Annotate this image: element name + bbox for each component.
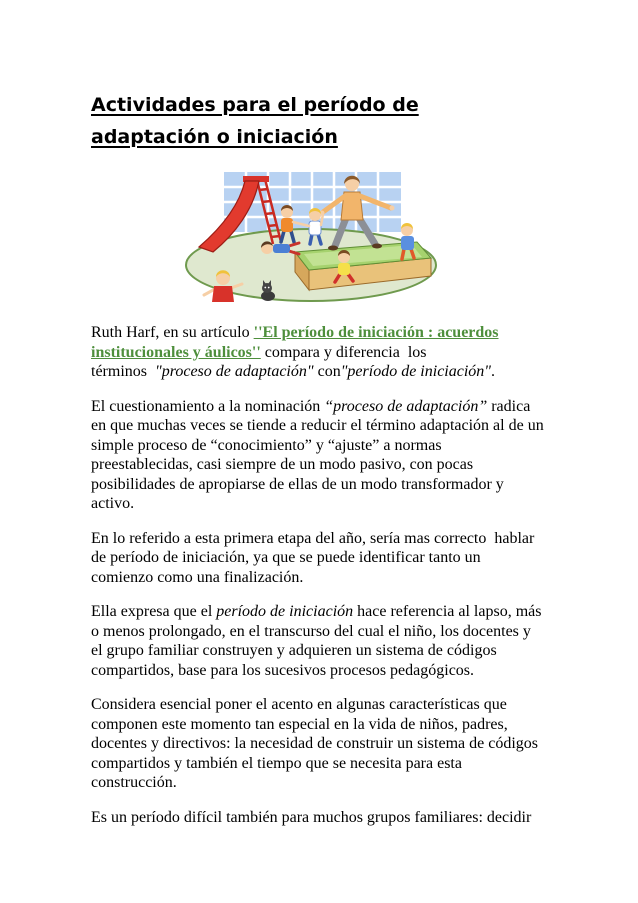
paragraph-1 bbox=[91, 323, 571, 382]
text-line bbox=[91, 397, 571, 417]
article-link[interactable]: institucionales y áulicos'' bbox=[91, 343, 261, 361]
text-line bbox=[91, 323, 571, 343]
italic-term: “proceso de adaptación” bbox=[324, 397, 488, 415]
child-shirt bbox=[212, 286, 234, 302]
document-body bbox=[91, 323, 571, 842]
text-run: . bbox=[491, 363, 495, 380]
text-line: activo. bbox=[91, 495, 135, 512]
text-line: preestablecidas, casi siempre de un modo pasivo, con pocas bbox=[91, 456, 474, 473]
italic-term: "período de iniciación" bbox=[340, 363, 491, 380]
italic-term: período de iniciación bbox=[216, 603, 354, 620]
adult-right-hand bbox=[390, 206, 395, 211]
child-shirt bbox=[281, 218, 293, 232]
text-line: compartidos, base para los sucesivos procesos pedagógicos. bbox=[91, 661, 475, 679]
text-run: términos bbox=[91, 363, 155, 380]
adult-right-shoe bbox=[372, 244, 382, 249]
text-line: Considera esencial poner el acento en algunas características que bbox=[91, 696, 507, 713]
paragraph-4 bbox=[91, 602, 571, 680]
text-run: El cuestionamiento a la nominación bbox=[91, 397, 325, 415]
text-line bbox=[91, 602, 571, 622]
text-line: simple proceso de “conocimiento” y “ajuste” a normas bbox=[91, 436, 442, 454]
text-run: hace referencia al lapso, más bbox=[353, 603, 542, 620]
text-line: Es un período difícil también para muchos grupos familiares: decidir bbox=[91, 808, 532, 826]
paragraph-5 bbox=[91, 695, 571, 793]
article-link[interactable]: ''El período de iniciación : acuerdos bbox=[253, 324, 499, 341]
title-line-1: Actividades para el período de bbox=[91, 94, 419, 116]
text-line: comienzo como una finalización. bbox=[91, 568, 304, 586]
paragraph-6 bbox=[91, 808, 571, 828]
text-line bbox=[91, 362, 571, 382]
paragraph-3 bbox=[91, 529, 571, 588]
text-line: posibilidades de apropiarse de ellas de un modo transformador y bbox=[91, 475, 504, 493]
paragraph-2 bbox=[91, 397, 571, 514]
text-run: compara y diferencia los bbox=[260, 343, 427, 361]
text-line: docentes y directivos: la necesidad de construir un sistema de códigos bbox=[91, 735, 538, 752]
italic-term: "proceso de adaptación" bbox=[155, 363, 314, 380]
text-line: componen este momento tan especial en la vida de niños, padres, bbox=[91, 715, 508, 733]
child-shirt bbox=[338, 263, 350, 275]
document-title bbox=[91, 89, 419, 153]
child-shirt bbox=[401, 236, 414, 250]
cat-left-eye bbox=[264, 287, 266, 289]
text-line: En lo referido a esta primera etapa del año, sería mas correcto hablar bbox=[91, 529, 535, 547]
text-line: el grupo familiar construyen y adquieren un sistema de códigos bbox=[91, 642, 497, 659]
adult-left-shoe bbox=[328, 246, 338, 251]
children-playing-illustration bbox=[183, 168, 445, 304]
cat-right-eye bbox=[268, 287, 270, 289]
text-line: en que muchas veces se tiende a reducir el término adaptación al de un bbox=[91, 417, 544, 434]
text-run: Ruth Harf, en su artículo bbox=[91, 324, 254, 341]
text-line: de período de iniciación, ya que se puede identificar tanto un bbox=[91, 549, 481, 566]
text-line: compartidos y también el tiempo que se necesita para esta bbox=[91, 754, 462, 772]
text-line: o menos prolongado, en el transcurso del cual el niño, los docentes y bbox=[91, 622, 531, 640]
title-line-2: adaptación o iniciación bbox=[91, 126, 338, 148]
text-line: construcción. bbox=[91, 774, 177, 791]
text-run: con bbox=[313, 363, 341, 380]
text-line bbox=[91, 343, 571, 363]
child-shirt bbox=[273, 244, 290, 253]
text-run: radica bbox=[487, 397, 531, 415]
text-run: Ella expresa que el bbox=[91, 603, 217, 620]
child-shirt bbox=[309, 221, 321, 235]
